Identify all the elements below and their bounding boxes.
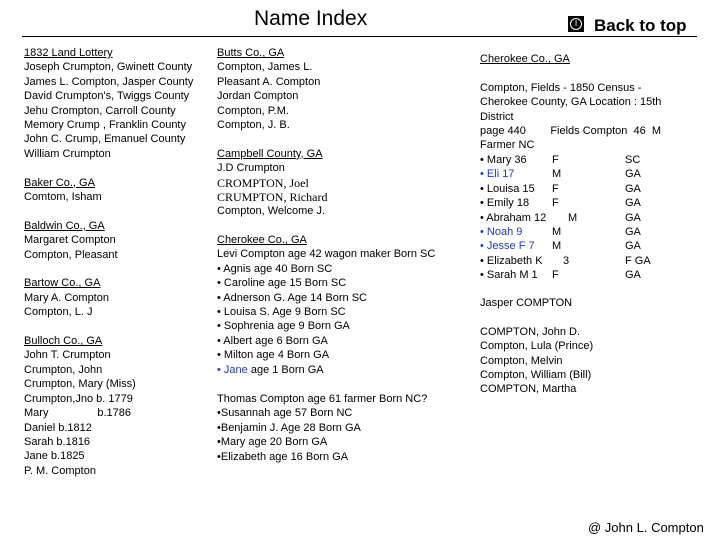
census-name: • Mary 36 — [480, 154, 527, 166]
list-item: John C. Crump, Emanuel County — [24, 133, 186, 146]
campbell-heading[interactable]: Campbell County, GA — [217, 147, 323, 160]
cherokee-heading[interactable]: Cherokee Co., GA — [217, 234, 307, 246]
list-item: P. M. Compton — [24, 464, 96, 477]
census-sex: M — [552, 226, 562, 238]
census-state: F GA — [625, 254, 651, 267]
census-name: • Elizabeth K — [480, 254, 543, 267]
census-state: GA — [625, 269, 641, 282]
census-sex: M — [552, 168, 562, 181]
census-state: GA — [625, 168, 641, 181]
list-item: Cherokee County, GA Location : 15th — [480, 96, 662, 109]
list-item: Mary b.1786 — [24, 407, 131, 420]
census-sex: F — [552, 197, 559, 210]
list-item: Mary A. Compton — [24, 291, 109, 304]
list-item: Compton, Melvin — [480, 354, 563, 367]
list-item: Compton, L. J — [24, 306, 93, 319]
list-item: Jehu Crompton, Carroll County — [24, 104, 176, 117]
list-item: Jasper COMPTON — [480, 297, 573, 309]
census-sex: F — [552, 182, 559, 195]
copyright: @ John L. Compton — [588, 520, 704, 535]
census-name: • Sarah M 1 — [480, 269, 538, 282]
list-item: J.D Crumpton — [217, 162, 285, 175]
list-item: CROMPTON, Joel — [217, 175, 309, 190]
list-item: COMPTON, John D. — [480, 325, 581, 338]
jane-link[interactable]: Jane — [223, 363, 248, 376]
list-item: Compton, Welcome J. — [217, 205, 326, 218]
list-item: District — [480, 110, 514, 123]
list-item: • Albert age 6 Born GA — [217, 334, 328, 347]
list-item: •Elizabeth age 16 Born GA — [217, 450, 349, 463]
list-item: •Mary age 20 Born GA — [217, 436, 328, 449]
column-5 — [480, 52, 661, 153]
baker-heading[interactable]: Baker Co., GA — [24, 176, 95, 189]
list-item: •Benjamin J. Age 28 Born GA — [217, 421, 361, 434]
column-5-lower — [480, 296, 593, 397]
census-sex: F — [552, 269, 559, 282]
census-state: GA — [625, 226, 641, 238]
list-item: Farmer NC — [480, 139, 535, 152]
census-name: • Louisa 15 — [480, 182, 535, 195]
list-item: • Caroline age 15 Born SC — [217, 277, 347, 290]
list-item: COMPTON, Martha — [480, 383, 577, 396]
list-item: • Louisa S. Age 9 Born SC — [217, 306, 346, 319]
butts-heading[interactable]: Butts Co., GA — [217, 47, 285, 59]
list-item: • Milton age 4 Born GA — [217, 349, 330, 362]
back-to-top-button[interactable] — [568, 16, 584, 32]
column-3 — [217, 233, 435, 377]
census-state: GA — [625, 211, 641, 224]
column-1 — [24, 46, 193, 478]
list-item: Pleasant A. Compton — [217, 75, 321, 88]
list-item: Compton, James L. — [217, 61, 313, 74]
list-item: Levi Compton age 42 wagon maker Born SC — [217, 248, 436, 261]
list-item: Compton, P.M. — [217, 104, 289, 117]
list-item: CRUMPTON, Richard — [217, 190, 328, 205]
list-item: Comtom, Isham — [24, 191, 102, 204]
list-item: James L. Compton, Jasper County — [24, 75, 194, 88]
list-item: William Crumpton — [24, 147, 111, 160]
census-state: GA — [625, 197, 641, 210]
title-divider — [22, 36, 697, 37]
list-item: Thomas Compton age 61 farmer Born NC? — [217, 393, 428, 405]
census-state: SC — [625, 154, 641, 166]
list-item: • Agnis age 40 Born SC — [217, 262, 333, 275]
census-state: GA — [625, 182, 641, 195]
baldwin-heading[interactable]: Baldwin Co., GA — [24, 219, 105, 232]
page-title: Name Index — [254, 7, 368, 30]
list-item: Compton, Fields - 1850 Census - — [480, 81, 642, 94]
census-name: • Emily 18 — [480, 197, 530, 210]
list-item: John T. Crumpton — [24, 349, 111, 362]
census-name[interactable]: • Jesse F 7 — [480, 240, 535, 253]
bartow-heading[interactable]: Bartow Co., GA — [24, 277, 101, 290]
list-item: Memory Crump , Franklin County — [24, 119, 186, 132]
list-item: Jordan Compton — [217, 90, 299, 103]
census-state: GA — [625, 240, 641, 253]
list-item-detail: age 1 Born GA — [247, 363, 324, 376]
column-4 — [217, 392, 427, 464]
list-item: Compton, Pleasant — [24, 248, 118, 261]
list-item: David Crumpton's, Twiggs County — [24, 90, 190, 103]
census-name[interactable]: • Noah 9 — [480, 226, 523, 238]
column-2 — [217, 46, 327, 219]
list-item: Jane b.1825 — [24, 450, 85, 463]
bullet: • — [217, 363, 224, 376]
cherokee-heading-2[interactable]: Cherokee Co., GA — [480, 53, 570, 65]
list-item: Margaret Compton — [24, 234, 116, 247]
census-sex: M — [552, 240, 562, 253]
census-sex: F — [552, 154, 559, 166]
list-item: Crumpton, Mary (Miss) — [24, 378, 136, 391]
lottery-heading[interactable]: 1832 Land Lottery — [24, 47, 113, 59]
list-item: page 440 Fields Compton 46 M — [480, 125, 661, 138]
list-item: •Susannah age 57 Born NC — [217, 407, 353, 420]
census-sex: 3 — [563, 254, 570, 267]
census-name: • Abraham 12 — [480, 211, 547, 224]
list-item: Joseph Crumpton, Gwinett County — [24, 61, 193, 74]
list-item: • Sophrenia age 9 Born GA — [217, 320, 350, 333]
list-item: Compton, William (Bill) — [480, 369, 592, 382]
census-sex: M — [568, 211, 578, 224]
list-item: Daniel b.1812 — [24, 421, 92, 434]
list-item: Crumpton,Jno b. 1779 — [24, 392, 133, 405]
back-to-top-link[interactable]: Back to top — [594, 16, 687, 35]
bulloch-heading[interactable]: Bulloch Co., GA — [24, 335, 103, 348]
census-name[interactable]: • Eli 17 — [480, 168, 515, 181]
list-item: • Adnerson G. Age 14 Born SC — [217, 291, 367, 304]
list-item — [217, 363, 435, 377]
list-item: Compton, J. B. — [217, 119, 290, 132]
list-item: Crumpton, John — [24, 363, 103, 376]
roman-numeral-one-icon: Ⅰ — [570, 18, 582, 30]
list-item: Sarah b.1816 — [24, 435, 91, 448]
list-item: Compton, Lula (Prince) — [480, 340, 594, 353]
